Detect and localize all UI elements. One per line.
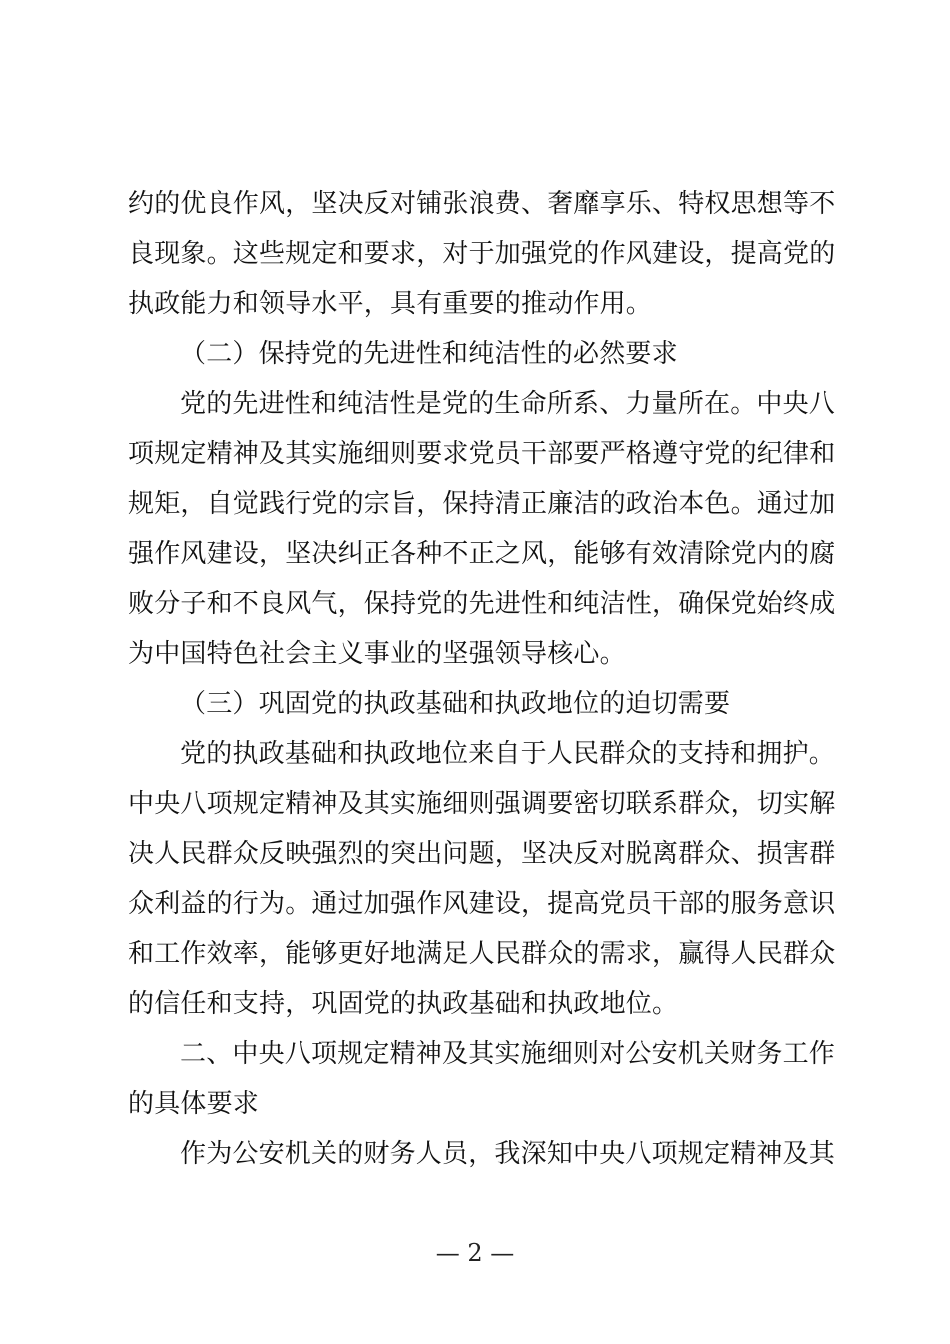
paragraph-line: 为中国特色社会主义事业的坚强领导核心。 bbox=[128, 639, 626, 669]
chapter-heading-line: 二、中央八项规定精神及其实施细则对公安机关财务工作 bbox=[180, 1039, 836, 1069]
paragraph-line: 执政能力和领导水平，具有重要的推动作用。 bbox=[128, 289, 653, 319]
paragraph-line: 众利益的行为。通过加强作风建设，提高党员干部的服务意识 bbox=[128, 889, 836, 919]
paragraph-line: 强作风建设，坚决纠正各种不正之风，能够有效清除党内的腐 bbox=[128, 539, 836, 569]
paragraph-line: 党的先进性和纯洁性是党的生命所系、力量所在。中央八 bbox=[180, 389, 836, 419]
page-number: — 2 — bbox=[435, 1239, 515, 1267]
paragraph-line: 规矩，自觉践行党的宗旨，保持清正廉洁的政治本色。通过加 bbox=[128, 489, 836, 519]
paragraph-line: 良现象。这些规定和要求，对于加强党的作风建设，提高党的 bbox=[128, 239, 836, 269]
paragraph-line: 中央八项规定精神及其实施细则强调要密切联系群众，切实解 bbox=[128, 789, 836, 819]
paragraph-line: 的信任和支持，巩固党的执政基础和执政地位。 bbox=[128, 989, 679, 1019]
paragraph-line: 作为公安机关的财务人员，我深知中央八项规定精神及其 bbox=[180, 1139, 836, 1169]
chapter-heading-line: 的具体要求 bbox=[128, 1089, 260, 1119]
paragraph-line: 党的执政基础和执政地位来自于人民群众的支持和拥护。 bbox=[180, 739, 836, 769]
section-heading-2: （二）保持党的先进性和纯洁性的必然要求 bbox=[180, 339, 678, 369]
paragraph-line: 和工作效率，能够更好地满足人民群众的需求，赢得人民群众 bbox=[128, 939, 836, 969]
paragraph-line: 决人民群众反映强烈的突出问题，坚决反对脱离群众、损害群 bbox=[128, 839, 836, 869]
paragraph-line: 败分子和不良风气，保持党的先进性和纯洁性，确保党始终成 bbox=[128, 589, 836, 619]
paragraph-line: 项规定精神及其实施细则要求党员干部要严格遵守党的纪律和 bbox=[128, 439, 836, 469]
paragraph-line: 约的优良作风，坚决反对铺张浪费、奢靡享乐、特权思想等不 bbox=[128, 189, 836, 219]
section-heading-3: （三）巩固党的执政基础和执政地位的迫切需要 bbox=[180, 689, 731, 719]
